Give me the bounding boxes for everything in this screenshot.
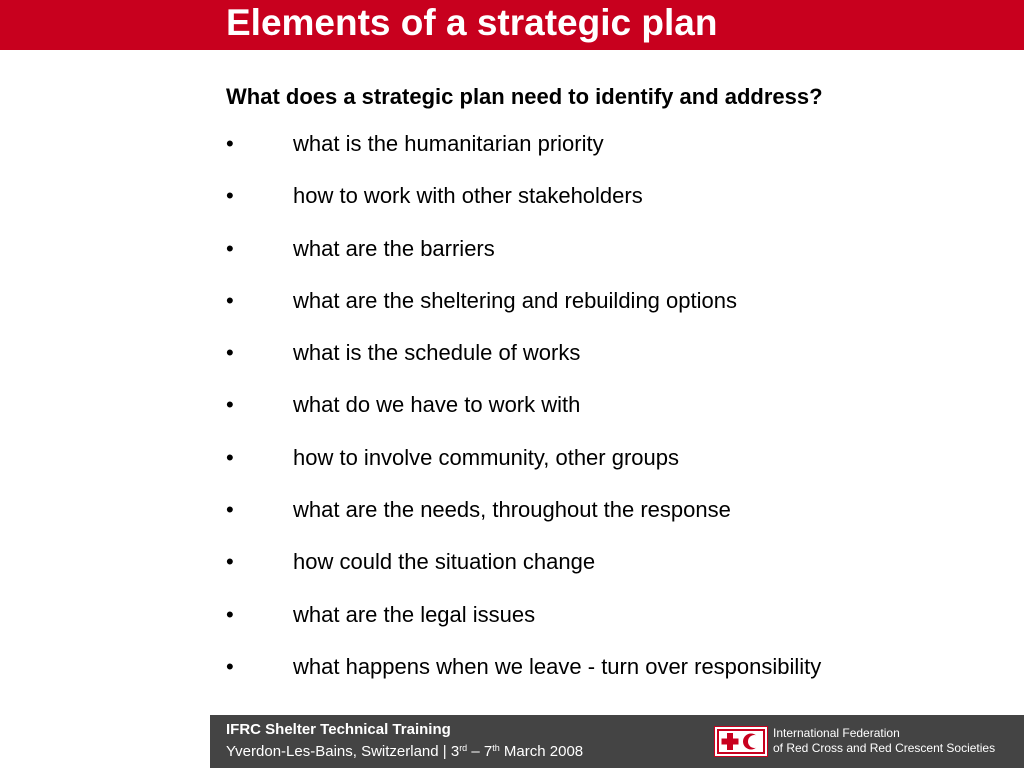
org-name — [773, 726, 995, 756]
org-name-line1: International Federation — [773, 726, 900, 740]
bullet-mark: • — [226, 653, 234, 679]
footer-start-suffix: rd — [459, 743, 468, 753]
bullet-text: how to involve community, other groups — [293, 444, 679, 470]
slide-title: Elements of a strategic plan — [226, 2, 718, 43]
red-crescent-inner — [748, 735, 761, 748]
bullet-text: what are the barriers — [293, 235, 495, 261]
footer-location-date — [226, 743, 583, 760]
bullet-mark: • — [226, 235, 234, 261]
emblem-frame — [717, 729, 765, 754]
bullet-mark: • — [226, 601, 234, 627]
footer-course-title: IFRC Shelter Technical Training — [226, 721, 451, 738]
bullet-mark: • — [226, 549, 234, 575]
red-cross-horizontal — [722, 739, 739, 745]
bullet-mark: • — [226, 131, 234, 156]
bullet-text: what are the needs, throughout the response — [293, 497, 731, 523]
bullet-mark: • — [226, 287, 234, 313]
bullet-text: what do we have to work with — [293, 392, 581, 418]
footer-bar — [210, 715, 1024, 768]
bullet-mark: • — [226, 497, 234, 523]
emblem-graphic — [719, 731, 763, 752]
bullet-mark: • — [226, 392, 234, 418]
bullet-text: what happens when we leave - turn over responsibility — [293, 653, 822, 679]
bullet-text: what is the schedule of works — [293, 340, 581, 366]
bullet-text: what are the sheltering and rebuilding options — [293, 287, 737, 313]
bullet-mark: • — [226, 340, 234, 366]
footer-location-text: Yverdon-Les-Bains, Switzerland | 3 — [226, 743, 460, 760]
footer-month-year: March 2008 — [499, 743, 584, 760]
footer-end-suffix: th — [492, 743, 500, 753]
footer-range-text: – 7 — [467, 743, 493, 760]
bullet-text: how could the situation change — [293, 549, 596, 575]
red-cross-red-crescent-emblem-icon — [714, 726, 768, 757]
title-bar — [0, 0, 1024, 50]
org-name-line2: of Red Cross and Red Crescent Societies — [773, 741, 996, 755]
bullet-text: how to work with other stakeholders — [293, 183, 643, 209]
bullet-mark: • — [226, 444, 234, 470]
bullet-text: what is the humanitarian priority — [293, 131, 604, 156]
bullet-text: what are the legal issues — [293, 601, 536, 627]
bullet-mark: • — [226, 183, 234, 209]
slide-subtitle: What does a strategic plan need to identify and address? — [226, 84, 823, 109]
